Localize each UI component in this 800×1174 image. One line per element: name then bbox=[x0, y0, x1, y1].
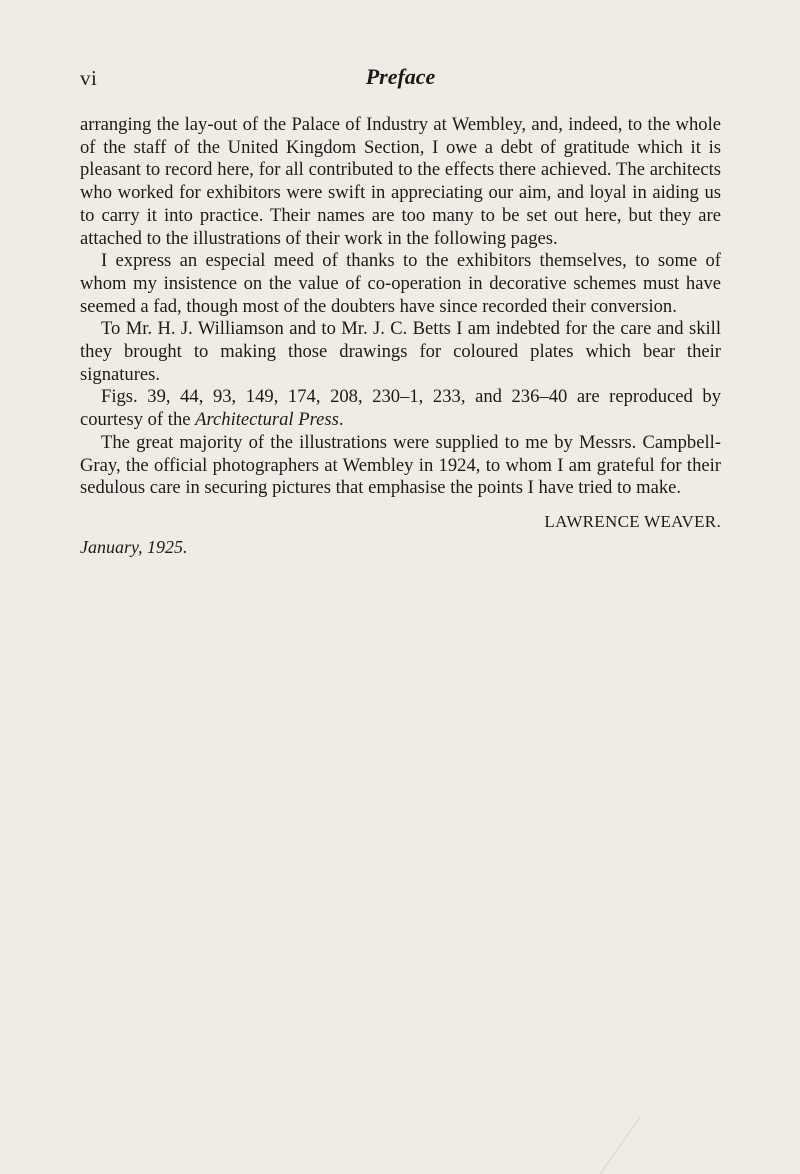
paper-mark bbox=[600, 1116, 641, 1174]
paragraph-drawings-credit: To Mr. H. J. Williamson and to Mr. J. C. Betts I am indebted for the care and skill they brought to making those drawings for coloured plates which bear their signatures. bbox=[80, 318, 721, 385]
page-number: vi bbox=[80, 66, 98, 90]
paragraph-exhibitors-thanks: I express an especial meed of thanks to the exhibitors themselves, to some of whom my insistence on the value of co-operation in decorative schemes must have seemed a fad, though most of the doubters have since recorded their conversion. bbox=[80, 250, 721, 317]
figures-credit-text: Figs. 39, 44, 93, 149, 174, 208, 230–1, 233, and 236–40 are reproduced by courtesy of the bbox=[80, 386, 721, 431]
paragraph-continuation: arranging the lay-out of the Palace of Industry at Wembley, and, indeed, to the whole of the staff of the United Kingdom Section, I owe a debt of gratitude which it is pleasant to record here, for all contributed to the effects there achieved. The architects who worked for exhibitors were swift in appreciating our aim, and loyal in aiding us to carry it into practice. Their names are too many to be set out here, but they are attached to the illustrations of their work in the following pages. bbox=[80, 114, 721, 249]
page-title: Preface bbox=[365, 64, 436, 89]
preface-body bbox=[80, 114, 721, 500]
running-head bbox=[80, 64, 721, 94]
figures-credit-end: . bbox=[338, 409, 344, 431]
publisher-name: Architectural Press bbox=[195, 409, 339, 431]
paragraph-figures-credit bbox=[80, 386, 721, 431]
dateline: January, 1925. bbox=[80, 537, 188, 557]
paragraph-photographers-credit: The great majority of the illustrations were supplied to me by Messrs. Campbell-Gray, the official photographers at Wembley in 1924, to whom I am grateful for their sedulous care in securing pictures that emphasise the points I have tried to make. bbox=[80, 431, 721, 499]
author-signature: LAWRENCE WEAVER. bbox=[544, 512, 721, 531]
